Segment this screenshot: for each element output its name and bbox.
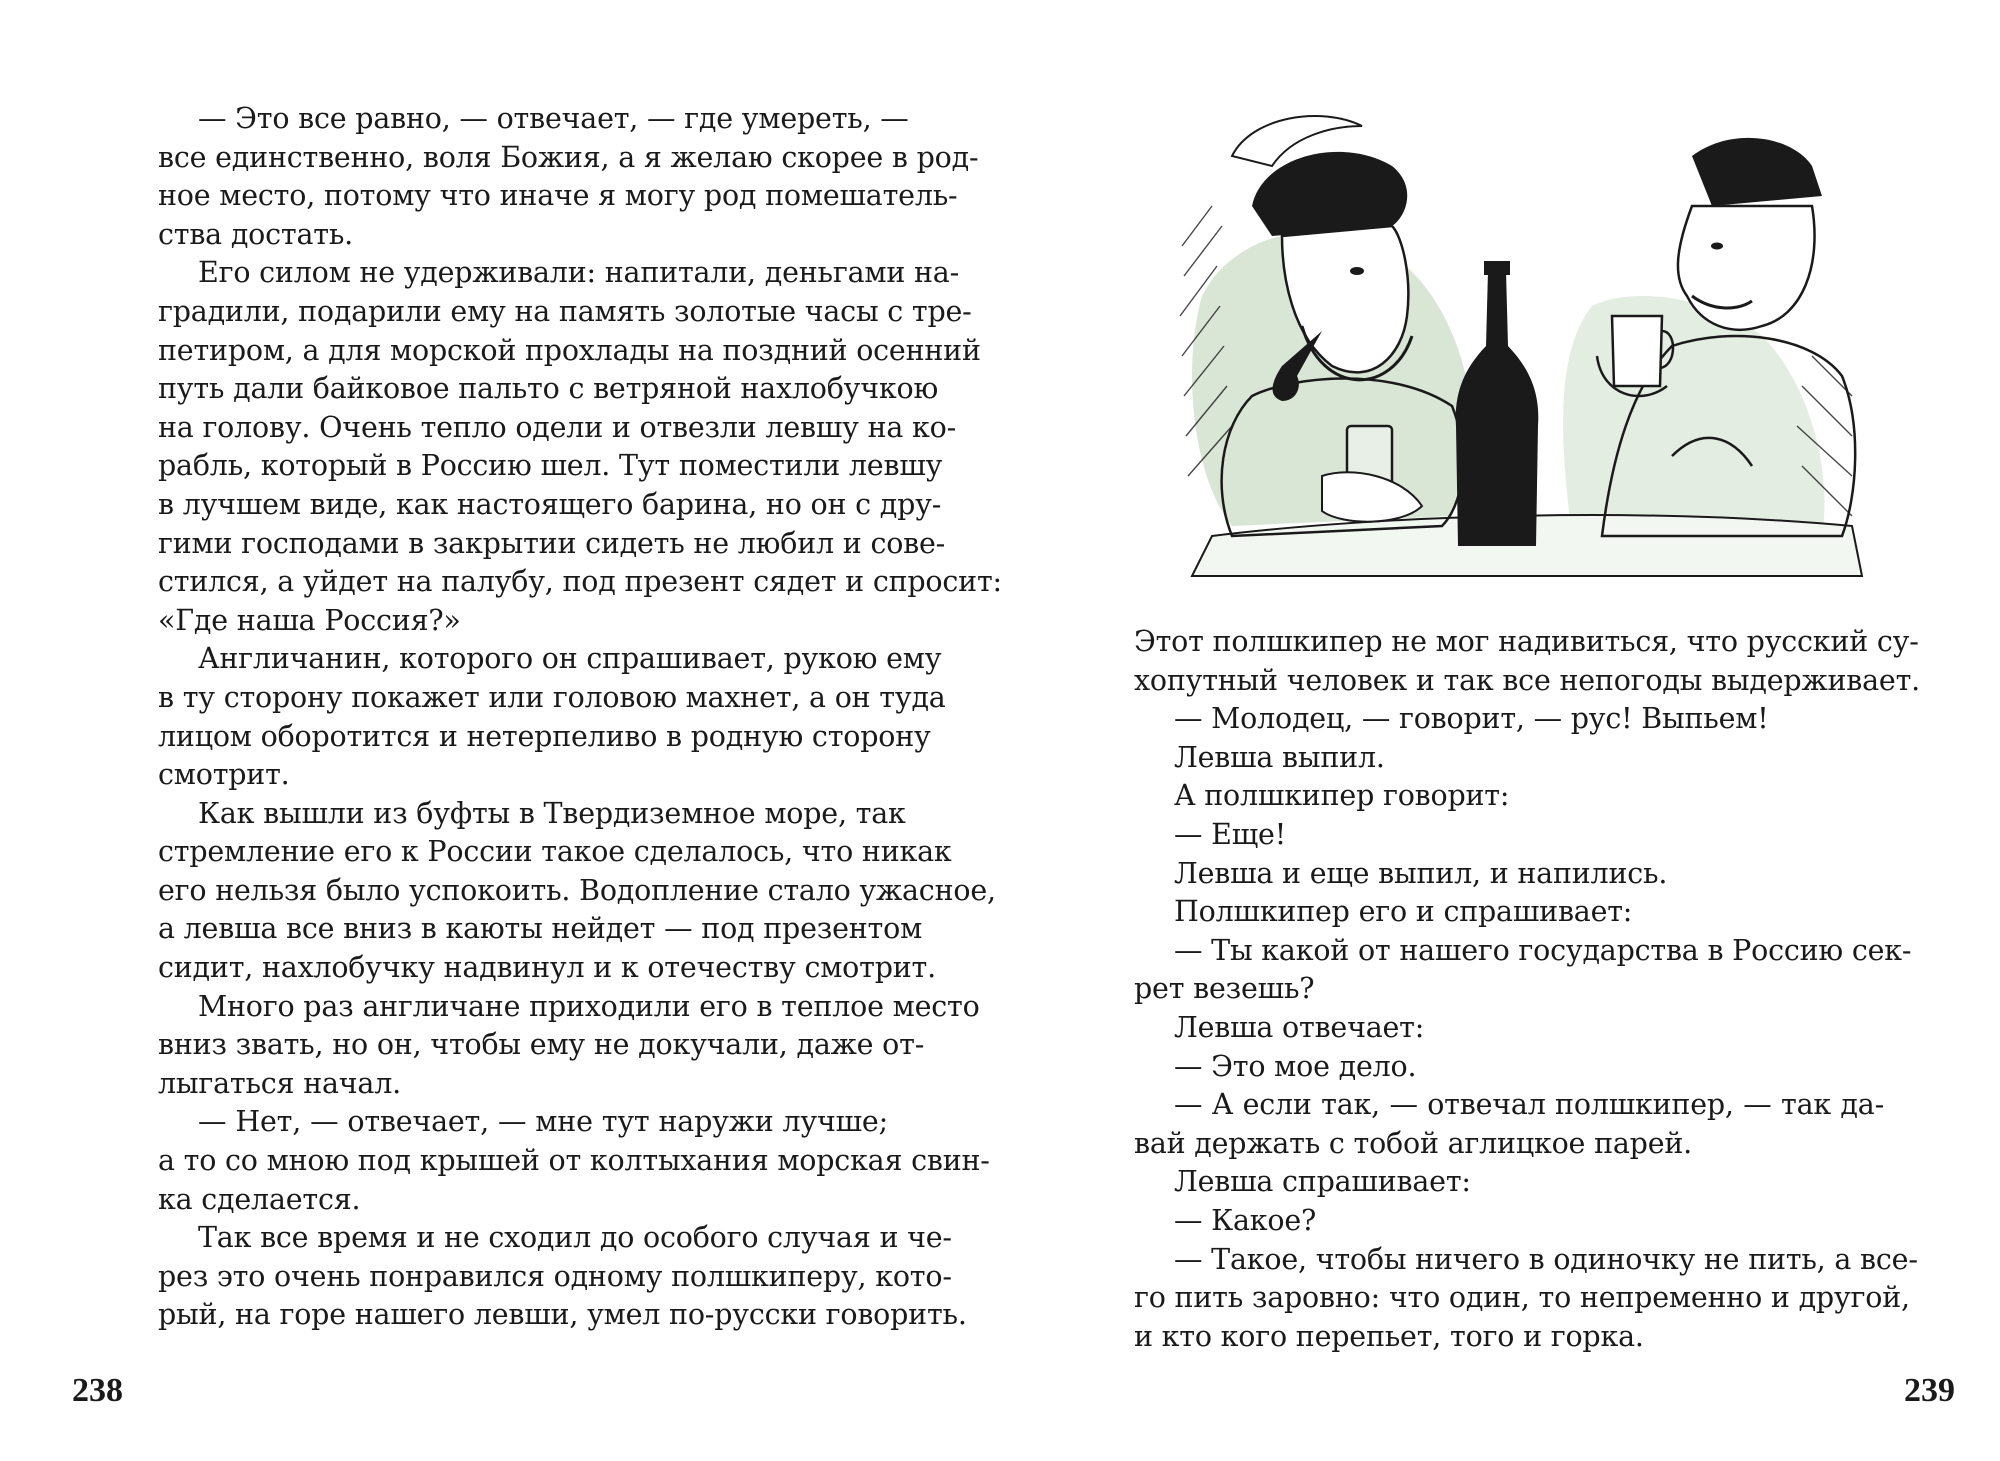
- text-line: сидит, нахлобучку надвинул и к отечеству смотрит.: [158, 951, 936, 985]
- text-line: — Еще!: [1174, 817, 1286, 851]
- text-line: А полшкипер говорит:: [1174, 779, 1510, 813]
- bottle: [1456, 271, 1539, 546]
- text-line: го пить заровно: что один, то непременно и другой,: [1134, 1281, 1910, 1315]
- text-line: стремление его к России такое сделалось, что никак: [158, 835, 952, 869]
- right-page: [1000, 0, 2000, 1461]
- text-line: вай держать с тобой аглицкое парей.: [1134, 1126, 1693, 1160]
- text-line: лыгаться начал.: [158, 1066, 401, 1100]
- text-line: и кто кого перепьет, того и горка.: [1134, 1319, 1644, 1353]
- text-line: хопутный человек и так все непогоды выдерживает.: [1134, 663, 1920, 697]
- text-line: — А если так, — отвечал полшкипер, — так да-: [1174, 1088, 1884, 1122]
- text-line: ства достать.: [158, 217, 353, 251]
- text-line: Левша отвечает:: [1174, 1010, 1425, 1044]
- text-line: Левша спрашивает:: [1174, 1165, 1471, 1199]
- text-line: рый, на горе нашего левши, умел по-русски говорить.: [158, 1298, 967, 1332]
- right-man-cap: [1692, 138, 1822, 206]
- page-number-right: 239: [1904, 1372, 1955, 1409]
- text-line: Англичанин, которого он спрашивает, рукою ему: [198, 642, 942, 676]
- left-page-text: [158, 100, 1002, 1335]
- text-line: а то со мною под крышей от колтыхания морская свин-: [158, 1144, 990, 1178]
- right-page-text: [1134, 623, 1920, 1356]
- text-line: — Такое, чтобы ничего в одиночку не пить, а все-: [1174, 1242, 1918, 1276]
- text-line: все единственно, воля Божия, а я желаю скорее в род-: [158, 140, 979, 174]
- text-line: Этот полшкипер не мог надивиться, что русский су-: [1134, 625, 1919, 658]
- text-line: Много раз англичане приходили его в теплое место: [198, 989, 980, 1023]
- text-line: — Нет, — отвечает, — мне тут наружи лучше;: [198, 1105, 888, 1139]
- text-line: Полшкипер его и спрашивает:: [1174, 895, 1633, 929]
- text-line: в лучшем виде, как настоящего барина, но он с дру-: [158, 487, 942, 521]
- text-line: петиром, а для морской прохлады на поздний осенний: [158, 333, 981, 367]
- text-line: смотрит.: [158, 758, 290, 792]
- text-line: — Ты какой от нашего государства в Россию сек-: [1174, 933, 1912, 967]
- left-man-eye: [1350, 267, 1364, 275]
- page-number-left: 238: [72, 1372, 123, 1409]
- right-man-eye: [1711, 243, 1723, 250]
- text-line: его нельзя было успокоить. Водопление стало ужасное,: [158, 873, 996, 907]
- text-line: Левша выпил.: [1174, 740, 1385, 774]
- illustration-wash-right: [1563, 296, 1824, 536]
- illustration-two-men-drinking: [1172, 96, 1862, 576]
- text-line: — Молодец, — говорит, — рус! Выпьем!: [1174, 702, 1769, 736]
- right-mug: [1612, 316, 1662, 386]
- text-line: вниз звать, но он, чтобы ему не докучали, даже от-: [158, 1028, 925, 1062]
- text-line: стился, а уйдет на палубу, под презент сядет и спросит:: [158, 565, 1002, 599]
- text-line: Левша и еще выпил, и напились.: [1174, 856, 1668, 890]
- text-line: рабль, который в Россию шел. Тут поместили левшу: [158, 449, 943, 483]
- text-line: — Это мое дело.: [1174, 1049, 1417, 1083]
- left-man-hat: [1252, 152, 1407, 236]
- text-line: Как вышли из буфты в Твердиземное море, так: [198, 796, 906, 830]
- text-line: путь дали байковое пальто с ветряной нахлобучкою: [158, 372, 939, 406]
- text-line: Так все время и не сходил до особого случая и че-: [198, 1221, 952, 1255]
- text-line: рет везешь?: [1134, 972, 1315, 1006]
- text-line: гими господами в закрытии сидеть не любил и сове-: [158, 526, 946, 560]
- text-line: а левша все вниз в каюты нейдет — под презентом: [158, 912, 923, 946]
- text-line: градили, подарили ему на память золотые часы с тре-: [158, 294, 972, 328]
- text-line: «Где наша Россия?»: [158, 603, 461, 637]
- text-line: — Это все равно, — отвечает, — где умереть, —: [198, 102, 909, 135]
- right-man-face: [1678, 206, 1815, 330]
- bottle-neck: [1484, 261, 1510, 275]
- text-line: — Какое?: [1174, 1203, 1317, 1237]
- text-line: рез это очень понравился одному полшкиперу, кото-: [158, 1259, 952, 1293]
- text-line: ка сделается.: [158, 1182, 361, 1216]
- text-line: в ту сторону покажет или головою махнет, а он туда: [158, 680, 946, 714]
- text-line: на голову. Очень тепло одели и отвезли левшу на ко-: [158, 410, 957, 444]
- text-line: ное место, потому что иначе я могу род помешатель-: [158, 179, 958, 213]
- text-line: лицом оборотится и нетерпеливо в родную сторону: [158, 719, 931, 753]
- text-line: Его силом не удерживали: напитали, деньгами на-: [198, 256, 960, 290]
